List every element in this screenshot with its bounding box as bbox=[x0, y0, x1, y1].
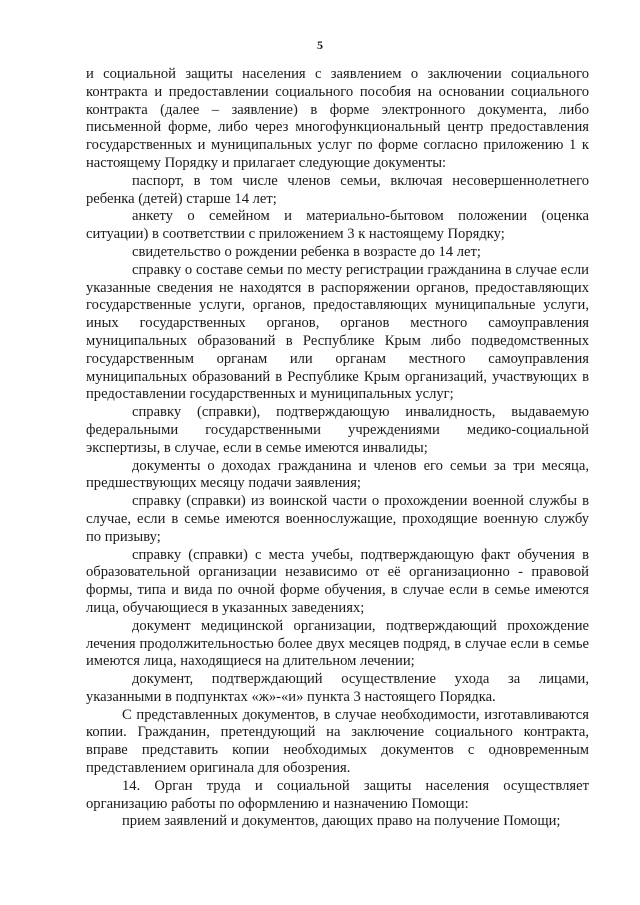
list-item-study-certificate: справку (справки) с места учебы, подтверждающую факт обучения в образовательной организации независимо от её организационно - правовой формы, типа и вида по очной форме обучения, в случае если в семье имеются лица, обучающиеся в указанных заведениях; bbox=[86, 546, 589, 616]
list-item-military-certificate: справку (справки) из воинской части о прохождении военной службы в случае, если в семье имеются военнослужащие, проходящие военную службу по призыву; bbox=[86, 493, 589, 545]
paragraph-clause-14: 14. Орган труда и социальной защиты населения осуществляет организацию работы по оформлению и назначению Помощи: bbox=[86, 777, 589, 812]
list-item-questionnaire: анкету о семейном и материально-бытовом положении (оценка ситуации) в соответствии с приложением 3 к настоящему Порядку; bbox=[86, 208, 589, 243]
page-number: 5 bbox=[317, 38, 323, 52]
list-item-medical-document: документ медицинской организации, подтверждающий прохождение лечения продолжительностью более двух месяцев подряд, в случае если в семье имеются лица, находящиеся на длительном лечении; bbox=[86, 617, 589, 670]
paragraph-intro: и социальной защиты населения с заявлением о заключении социального контракта и предоставлении социального пособия на основании социального контракта (далее – заявление) в форме электронного документа, либо письменной форме, либо через многофункциональный центр предоставления государственных и муниципальных услуг по форме согласно приложению 1 к настоящему Порядку и прилагает следующие документы: bbox=[86, 66, 589, 171]
list-item-birth-certificate: свидетельство о рождении ребенка в возрасте до 14 лет; bbox=[132, 243, 481, 260]
document-body bbox=[86, 66, 589, 831]
paragraph-copies: С представленных документов, в случае необходимости, изготавливаются копии. Гражданин, претендующий на заключение социального контракта, вправе представить копии необходимых документов с одновременным представлением оригинала для обозрения. bbox=[86, 706, 589, 777]
list-item-income-documents: документы о доходах гражданина и членов его семьи за три месяца, предшествующих месяцу подачи заявления; bbox=[86, 457, 589, 492]
list-item-applications: прием заявлений и документов, дающих право на получение Помощи; bbox=[122, 813, 561, 830]
list-item-care-document: документ, подтверждающий осуществление ухода за лицами, указанными в подпунктах «ж»-«и» пункта 3 настоящего Порядка. bbox=[86, 671, 589, 705]
list-item-passport: паспорт, в том числе членов семьи, включая несовершеннолетнего ребенка (детей) старше 14 лет; bbox=[86, 172, 589, 207]
list-item-disability-certificate: справку (справки), подтверждающую инвалидность, выдаваемую федеральными государственными учреждениями медико-социальной экспертизы, в случае, если в семье имеются инвалиды; bbox=[86, 404, 589, 456]
list-item-family-certificate: справку о составе семьи по месту регистрации гражданина в случае если указанные сведения не находятся в распоряжении органов, предоставляющих государственные услуги, органов, предоставляющих муниципальные услуги, иных государственных органов, органов местного самоуправления муниципальных образований в Республике Крым либо подведомственных государственным органам или органам местного самоуправления муниципальных образований в Республике Крым организаций, участвующих в предоставлении государственных и муниципальных услуг; bbox=[86, 261, 589, 403]
